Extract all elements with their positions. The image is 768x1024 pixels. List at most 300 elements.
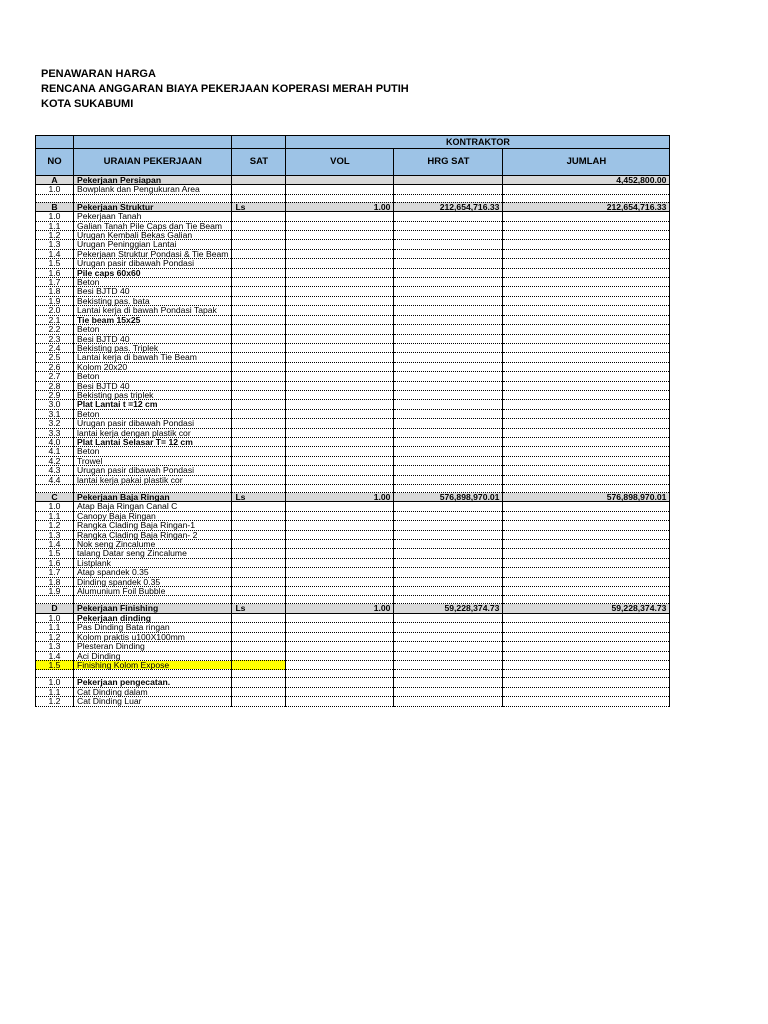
row-description: Besi BJTD 40 xyxy=(74,334,232,343)
row-unit-price xyxy=(394,334,503,343)
empty-cell xyxy=(286,670,394,678)
row-unit-price xyxy=(394,568,503,577)
row-number: 4.4 xyxy=(36,475,74,484)
row-unit-price xyxy=(394,343,503,352)
row-number: 1.4 xyxy=(36,651,74,660)
title-line-3: KOTA SUKABUMI xyxy=(41,98,134,110)
row-unit xyxy=(232,456,286,465)
row-unit xyxy=(232,353,286,362)
row-unit-price xyxy=(394,231,503,240)
row-total xyxy=(503,409,670,418)
table-row xyxy=(36,259,670,268)
row-total xyxy=(503,428,670,437)
row-total xyxy=(503,268,670,277)
row-volume xyxy=(286,278,394,287)
row-unit-price xyxy=(394,530,503,539)
row-number: D xyxy=(36,604,74,613)
row-total xyxy=(503,530,670,539)
row-unit xyxy=(232,400,286,409)
row-unit xyxy=(232,278,286,287)
row-description: Tie beam 15x25 xyxy=(74,315,232,324)
budget-table xyxy=(35,135,670,707)
table-row xyxy=(36,568,670,577)
table-row xyxy=(36,400,670,409)
row-number: C xyxy=(36,493,74,502)
row-volume xyxy=(286,447,394,456)
row-unit-price: 212,654,716.33 xyxy=(394,202,503,211)
row-volume xyxy=(286,259,394,268)
header-jumlah: JUMLAH xyxy=(503,149,670,176)
row-unit: Ls xyxy=(232,493,286,502)
row-unit xyxy=(232,577,286,586)
row-unit-price xyxy=(394,185,503,194)
row-unit xyxy=(232,231,286,240)
row-number: 1.1 xyxy=(36,221,74,230)
row-description: Nok seng Zincalume xyxy=(74,540,232,549)
row-unit-price xyxy=(394,176,503,185)
row-unit-price xyxy=(394,287,503,296)
row-number: 3.2 xyxy=(36,419,74,428)
row-description: Beton xyxy=(74,447,232,456)
row-total xyxy=(503,540,670,549)
row-number: 1.5 xyxy=(36,660,74,669)
row-volume xyxy=(286,558,394,567)
row-unit-price xyxy=(394,362,503,371)
document-header xyxy=(41,67,409,112)
row-number: 2.0 xyxy=(36,306,74,315)
row-total: 4,452,800.00 xyxy=(503,176,670,185)
row-volume xyxy=(286,240,394,249)
table-row xyxy=(36,334,670,343)
row-unit xyxy=(232,381,286,390)
row-number: 1.9 xyxy=(36,587,74,596)
row-description: Finishing Kolom Expose xyxy=(74,660,232,669)
row-description: Plat Lantai t =12 cm xyxy=(74,400,232,409)
row-description: Listplank xyxy=(74,558,232,567)
table-row xyxy=(36,437,670,446)
row-number: 1.0 xyxy=(36,613,74,622)
row-total xyxy=(503,632,670,641)
row-total xyxy=(503,437,670,446)
row-volume xyxy=(286,642,394,651)
row-volume xyxy=(286,390,394,399)
row-volume xyxy=(286,475,394,484)
row-total xyxy=(503,623,670,632)
row-unit xyxy=(232,212,286,221)
row-total xyxy=(503,221,670,230)
table-row xyxy=(36,185,670,194)
row-unit xyxy=(232,419,286,428)
row-number: 1.8 xyxy=(36,577,74,586)
row-unit xyxy=(232,642,286,651)
table-row xyxy=(36,419,670,428)
row-total: 59,228,374.73 xyxy=(503,604,670,613)
row-unit-price xyxy=(394,502,503,511)
row-volume: 1.00 xyxy=(286,202,394,211)
row-description: Galian Tanah Pile Caps dan Tie Beam xyxy=(74,221,232,230)
row-total xyxy=(503,568,670,577)
row-number: 1.8 xyxy=(36,287,74,296)
header-uraian: URAIAN PEKERJAAN xyxy=(74,149,232,176)
row-unit-price xyxy=(394,409,503,418)
row-description: Urugan pasir dibawah Pondasi xyxy=(74,466,232,475)
table-row xyxy=(36,678,670,687)
row-number: 1.3 xyxy=(36,642,74,651)
table-row xyxy=(36,372,670,381)
row-unit xyxy=(232,502,286,511)
row-total xyxy=(503,558,670,567)
row-total: 212,654,716.33 xyxy=(503,202,670,211)
table-row xyxy=(36,447,670,456)
row-total xyxy=(503,343,670,352)
row-unit-price xyxy=(394,268,503,277)
row-total xyxy=(503,353,670,362)
row-total xyxy=(503,678,670,687)
row-volume xyxy=(286,613,394,622)
row-description: Bekisting pas triplek xyxy=(74,390,232,399)
row-total xyxy=(503,549,670,558)
row-total xyxy=(503,697,670,706)
table-row xyxy=(36,587,670,596)
row-total xyxy=(503,334,670,343)
row-unit xyxy=(232,558,286,567)
row-description: Bowplank dan Pengukuran Area xyxy=(74,185,232,194)
table-row xyxy=(36,287,670,296)
row-volume xyxy=(286,400,394,409)
row-description: talang Datar seng Zincalume xyxy=(74,549,232,558)
row-unit xyxy=(232,549,286,558)
row-volume xyxy=(286,343,394,352)
table-row xyxy=(36,268,670,277)
row-volume xyxy=(286,623,394,632)
row-total xyxy=(503,687,670,696)
row-unit xyxy=(232,623,286,632)
row-description: Besi BJTD 40 xyxy=(74,381,232,390)
row-unit-price xyxy=(394,400,503,409)
row-description: Atap spandek 0.35 xyxy=(74,568,232,577)
row-unit xyxy=(232,587,286,596)
row-total xyxy=(503,278,670,287)
row-total xyxy=(503,502,670,511)
row-unit-price xyxy=(394,475,503,484)
row-unit xyxy=(232,568,286,577)
row-description: Pekerjaan dinding xyxy=(74,613,232,622)
row-unit xyxy=(232,176,286,185)
row-unit xyxy=(232,240,286,249)
row-total: 576,898,970.01 xyxy=(503,493,670,502)
row-volume: 1.00 xyxy=(286,493,394,502)
row-total xyxy=(503,231,670,240)
row-unit xyxy=(232,511,286,520)
row-unit xyxy=(232,447,286,456)
header-no: NO xyxy=(36,149,74,176)
title-line-1: PENAWARAN HARGA xyxy=(41,68,156,80)
row-volume xyxy=(286,651,394,660)
row-total xyxy=(503,613,670,622)
row-unit-price xyxy=(394,642,503,651)
row-unit xyxy=(232,409,286,418)
row-description: Beton xyxy=(74,325,232,334)
row-volume xyxy=(286,660,394,669)
row-volume xyxy=(286,249,394,258)
row-number: 1.1 xyxy=(36,623,74,632)
row-total xyxy=(503,577,670,586)
row-unit xyxy=(232,437,286,446)
row-volume xyxy=(286,325,394,334)
row-total xyxy=(503,381,670,390)
table-row xyxy=(36,502,670,511)
row-number: 1.2 xyxy=(36,231,74,240)
row-total xyxy=(503,325,670,334)
row-number: 4.0 xyxy=(36,437,74,446)
row-volume xyxy=(286,296,394,305)
row-volume xyxy=(286,632,394,641)
empty-cell xyxy=(232,670,286,678)
row-unit xyxy=(232,221,286,230)
table-row xyxy=(36,660,670,669)
row-volume xyxy=(286,231,394,240)
row-total xyxy=(503,185,670,194)
row-total xyxy=(503,259,670,268)
table-body xyxy=(36,176,670,707)
row-number: 4.1 xyxy=(36,447,74,456)
row-total xyxy=(503,642,670,651)
row-unit xyxy=(232,651,286,660)
row-unit-price xyxy=(394,466,503,475)
row-unit xyxy=(232,428,286,437)
row-total xyxy=(503,306,670,315)
row-number: 1.0 xyxy=(36,502,74,511)
table-row xyxy=(36,466,670,475)
row-total xyxy=(503,651,670,660)
row-unit: Ls xyxy=(232,202,286,211)
row-unit xyxy=(232,249,286,258)
table-row xyxy=(36,353,670,362)
row-volume xyxy=(286,212,394,221)
row-volume xyxy=(286,678,394,687)
row-description: Aci Dinding xyxy=(74,651,232,660)
row-description: Dinding spandek 0.35 xyxy=(74,577,232,586)
row-number: 1.3 xyxy=(36,530,74,539)
row-volume xyxy=(286,268,394,277)
row-unit xyxy=(232,296,286,305)
header-vol: VOL xyxy=(286,149,394,176)
row-number: 1.0 xyxy=(36,678,74,687)
row-volume xyxy=(286,577,394,586)
row-unit-price xyxy=(394,447,503,456)
row-description: Urugan pasir dibawah Pondasi xyxy=(74,419,232,428)
row-unit xyxy=(232,287,286,296)
row-volume xyxy=(286,334,394,343)
row-unit-price xyxy=(394,296,503,305)
table-row xyxy=(36,697,670,706)
row-number: 1.7 xyxy=(36,278,74,287)
row-total xyxy=(503,419,670,428)
row-description: Lantai kerja di bawah Pondasi Tapak xyxy=(74,306,232,315)
row-number: 1.5 xyxy=(36,549,74,558)
row-number: 1.4 xyxy=(36,249,74,258)
row-volume xyxy=(286,176,394,185)
row-description: Pile caps 60x60 xyxy=(74,268,232,277)
row-number: 2.8 xyxy=(36,381,74,390)
row-total xyxy=(503,390,670,399)
row-number: 4.2 xyxy=(36,456,74,465)
row-unit-price xyxy=(394,240,503,249)
row-unit xyxy=(232,372,286,381)
row-number: 1.2 xyxy=(36,697,74,706)
row-description: Alumunium Foil Bubble xyxy=(74,587,232,596)
row-unit xyxy=(232,325,286,334)
row-unit-price xyxy=(394,306,503,315)
table-row xyxy=(36,362,670,371)
row-volume xyxy=(286,521,394,530)
row-total xyxy=(503,240,670,249)
row-description: Bekisting pas. Triplek xyxy=(74,343,232,352)
row-unit-price xyxy=(394,651,503,660)
row-unit-price: 576,898,970.01 xyxy=(394,493,503,502)
row-number: 1.9 xyxy=(36,296,74,305)
empty-cell xyxy=(394,670,503,678)
row-description: Pekerjaan Finishing xyxy=(74,604,232,613)
row-volume xyxy=(286,437,394,446)
row-description: lantai kerja dengan plastik cor xyxy=(74,428,232,437)
table-row xyxy=(36,651,670,660)
row-volume xyxy=(286,540,394,549)
row-unit-price xyxy=(394,587,503,596)
header-hrg-sat: HRG SAT xyxy=(394,149,503,176)
row-volume xyxy=(286,221,394,230)
header-column-row xyxy=(36,149,670,176)
row-description: Canopy Baja Ringan xyxy=(74,511,232,520)
row-volume xyxy=(286,502,394,511)
row-volume xyxy=(286,353,394,362)
row-total xyxy=(503,296,670,305)
row-unit xyxy=(232,613,286,622)
row-unit-price xyxy=(394,278,503,287)
row-number: 3.1 xyxy=(36,409,74,418)
header-kontraktor: KONTRAKTOR xyxy=(286,136,670,149)
table-row xyxy=(36,623,670,632)
empty-cell xyxy=(503,670,670,678)
row-total xyxy=(503,362,670,371)
row-description: Trowel xyxy=(74,456,232,465)
row-description: Rangka Clading Baja Ringan-1 xyxy=(74,521,232,530)
row-volume xyxy=(286,511,394,520)
row-unit xyxy=(232,632,286,641)
row-number: 3.0 xyxy=(36,400,74,409)
row-total xyxy=(503,287,670,296)
row-unit-price xyxy=(394,353,503,362)
row-volume xyxy=(286,687,394,696)
table-row xyxy=(36,240,670,249)
row-unit xyxy=(232,259,286,268)
row-unit-price xyxy=(394,511,503,520)
row-unit-price xyxy=(394,456,503,465)
header-blank xyxy=(74,136,232,149)
row-number: 1.4 xyxy=(36,540,74,549)
row-number: 2.3 xyxy=(36,334,74,343)
row-total xyxy=(503,212,670,221)
row-total xyxy=(503,521,670,530)
row-total xyxy=(503,372,670,381)
row-total xyxy=(503,315,670,324)
row-number: 2.9 xyxy=(36,390,74,399)
row-unit-price xyxy=(394,437,503,446)
row-unit-price xyxy=(394,540,503,549)
row-volume xyxy=(286,697,394,706)
row-unit-price xyxy=(394,558,503,567)
table-row xyxy=(36,315,670,324)
row-volume xyxy=(286,362,394,371)
row-unit xyxy=(232,268,286,277)
row-unit-price xyxy=(394,325,503,334)
table-row xyxy=(36,475,670,484)
row-description: Lantai kerja di bawah Tie Beam xyxy=(74,353,232,362)
row-description: Urugan pasir dibawah Pondasi xyxy=(74,259,232,268)
row-unit xyxy=(232,521,286,530)
table-row xyxy=(36,642,670,651)
row-unit xyxy=(232,185,286,194)
row-volume xyxy=(286,306,394,315)
row-description: Cat Dinding dalam xyxy=(74,687,232,696)
row-unit-price xyxy=(394,212,503,221)
row-unit xyxy=(232,697,286,706)
row-number: 2.6 xyxy=(36,362,74,371)
row-unit-price xyxy=(394,632,503,641)
row-number: 1.2 xyxy=(36,632,74,641)
row-description: Beton xyxy=(74,372,232,381)
row-description: Besi BJTD 40 xyxy=(74,287,232,296)
row-total xyxy=(503,400,670,409)
row-description: Plesteran Dinding xyxy=(74,642,232,651)
header-blank xyxy=(36,136,74,149)
row-unit-price xyxy=(394,372,503,381)
row-description: Pekerjaan Persiapan xyxy=(74,176,232,185)
row-unit xyxy=(232,466,286,475)
row-description: Urugan Peninggian Lantai xyxy=(74,240,232,249)
row-unit-price xyxy=(394,249,503,258)
row-number: 1.3 xyxy=(36,240,74,249)
row-total xyxy=(503,456,670,465)
row-description: Kolom 20x20 xyxy=(74,362,232,371)
row-number: 2.7 xyxy=(36,372,74,381)
row-description: Bekisting pas. bata xyxy=(74,296,232,305)
row-description: lantai kerja pakai plastik cor xyxy=(74,475,232,484)
row-unit xyxy=(232,315,286,324)
row-number: 2.4 xyxy=(36,343,74,352)
header-group-row xyxy=(36,136,670,149)
row-number: 1.0 xyxy=(36,185,74,194)
row-unit xyxy=(232,390,286,399)
row-description: Cat Dinding Luar xyxy=(74,697,232,706)
row-description: Pas Dinding Bata ringan xyxy=(74,623,232,632)
row-unit xyxy=(232,540,286,549)
row-number: 1.1 xyxy=(36,687,74,696)
row-unit xyxy=(232,362,286,371)
row-unit-price xyxy=(394,660,503,669)
row-volume xyxy=(286,315,394,324)
row-unit xyxy=(232,334,286,343)
row-description: Rangka Clading Baja Ringan- 2 xyxy=(74,530,232,539)
row-unit xyxy=(232,660,286,669)
row-unit xyxy=(232,678,286,687)
row-description: Pekerjaan pengecatan. xyxy=(74,678,232,687)
section-row xyxy=(36,604,670,613)
row-volume xyxy=(286,530,394,539)
header-sat: SAT xyxy=(232,149,286,176)
row-number: 3.3 xyxy=(36,428,74,437)
table-row xyxy=(36,325,670,334)
